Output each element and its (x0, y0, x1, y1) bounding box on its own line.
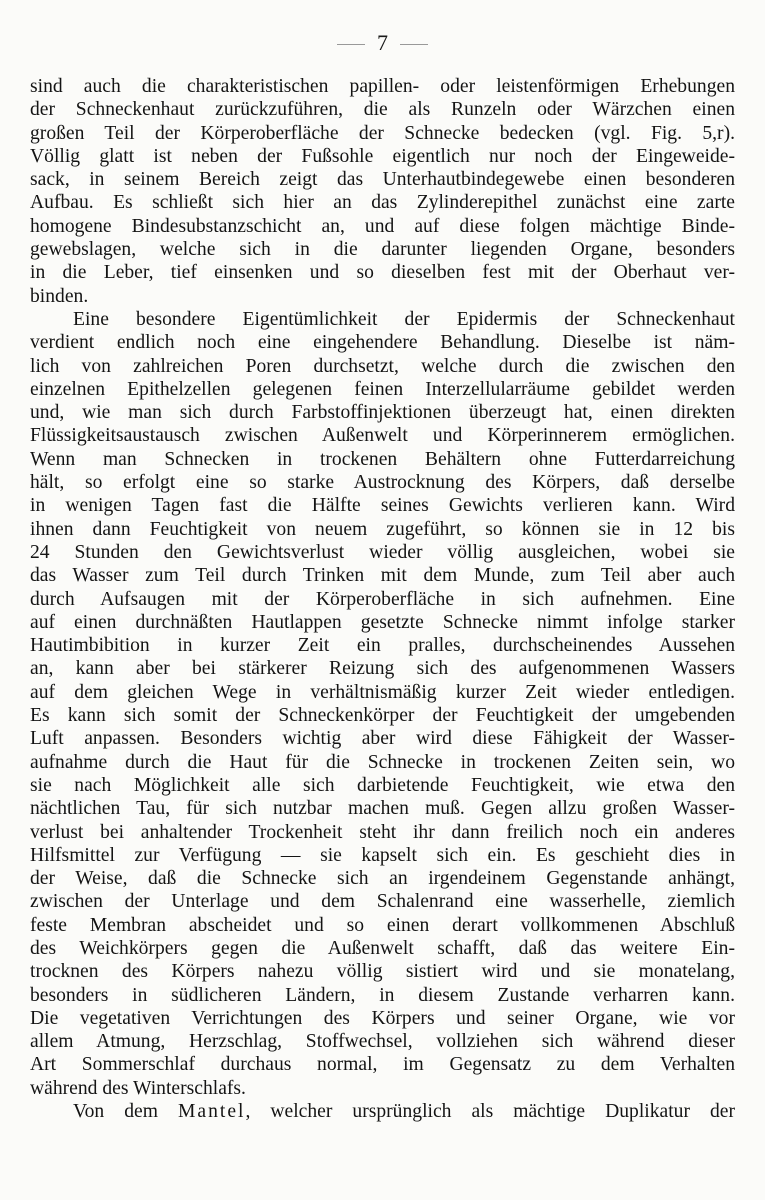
text-line: Luft anpassen. Besonders wichtig aber wird diese Fähigkeit der Wasser- (30, 728, 735, 750)
text-line: das Wasser zum Teil durch Trinken mit dem Munde, zum Teil aber auch (30, 565, 735, 587)
text-line: Aufbau. Es schließt sich hier an das Zylinderepithel zunächst eine zarte (30, 192, 735, 214)
paragraph-3 (30, 1100, 735, 1123)
text-line: Eine besondere Eigentümlichkeit der Epidermis der Schneckenhaut (73, 308, 735, 330)
text-line: ihnen dann Feuchtigkeit von neuem zugeführt, so können sie in 12 bis (30, 518, 735, 540)
text-line: hält, so erfolgt eine so starke Austrocknung des Körpers, daß derselbe (30, 472, 735, 494)
text-line: großen Teil der Körperoberfläche der Schnecke bedecken (vgl. Fig. 5,r). (30, 122, 735, 144)
text-line: Die vegetativen Verrichtungen des Körpers und seiner Organe, wie vor (30, 1007, 735, 1029)
text-line: durch Aufsaugen mit der Körperoberfläche in sich aufnehmen. Eine (30, 588, 735, 610)
paragraph-2 (30, 308, 735, 1100)
text-line: des Weichkörpers gegen die Außenwelt schafft, daß das weitere Ein- (30, 937, 735, 959)
text-fragment: Von dem (73, 1101, 178, 1123)
text-line: der Weise, daß die Schnecke sich an irgendeinem Gegenstande anhängt, (30, 868, 735, 890)
text-line: nächtlichen Tau, für sich nutzbar machen muß. Gegen allzu großen Wasser- (30, 798, 735, 820)
text-line: während des Winterschlafs. (30, 1077, 246, 1099)
body-text (30, 75, 735, 1123)
text-line: 24 Stunden den Gewichtsverlust wieder völlig ausgleichen, wobei sie (30, 541, 735, 563)
text-line: Hautimbibition in kurzer Zeit ein pralles, durchscheinendes Aussehen (30, 635, 735, 657)
text-line: feste Membran abscheidet und so einen derart vollkommenen Abschluß (30, 914, 735, 936)
text-line: Es kann sich somit der Schneckenkörper der Feuchtigkeit der umgebenden (30, 705, 735, 727)
text-line: verdient endlich noch eine eingehendere Behandlung. Dieselbe ist näm- (30, 332, 735, 354)
text-line: der Schneckenhaut zurückzuführen, die als Runzeln oder Wärzchen einen (30, 99, 735, 121)
text-line: homogene Bindesubstanzschicht an, und auf diese folgen mächtige Binde- (30, 215, 735, 237)
text-line: auf dem gleichen Wege in verhältnismäßig kurzer Zeit wieder entledigen. (30, 681, 735, 703)
text-line: verlust bei anhaltender Trockenheit steht ihr dann freilich noch ein anderes (30, 821, 735, 843)
text-line: zwischen der Unterlage und dem Schalenrand eine wasserhelle, ziemlich (30, 891, 735, 913)
text-line: auf einen durchnäßten Hautlappen gesetzte Schnecke nimmt infolge starker (30, 611, 735, 633)
text-line: Art Sommerschlaf durchaus normal, im Gegensatz zu dem Verhalten (30, 1054, 735, 1076)
text-fragment: , welcher ursprünglich als mächtige Duplikatur der (245, 1101, 735, 1123)
text-line: binden. (30, 285, 89, 307)
paragraph-1 (30, 75, 735, 308)
page-number: 7 (377, 30, 388, 55)
emphasized-term: Mantel (177, 1101, 246, 1123)
text-line: trocknen des Körpers nahezu völlig sistiert wird und sie monatelang, (30, 961, 735, 983)
text-line: sind auch die charakteristischen papillen- oder leistenförmigen Erhebungen (30, 76, 735, 97)
header-dash-right (400, 44, 428, 45)
text-line (30, 1100, 735, 1123)
text-line: Wenn man Schnecken in trockenen Behältern ohne Futterdarreichung (30, 448, 735, 470)
text-line: in wenigen Tagen fast die Hälfte seines Gewichts verlieren kann. Wird (30, 495, 735, 517)
text-line: aufnahme durch die Haut für die Schnecke in trockenen Zeiten sein, wo (30, 751, 735, 773)
text-line: in die Leber, tief einsenken und so dieselben fest mit der Oberhaut ver- (30, 262, 735, 284)
text-line: Flüssigkeitsaustausch zwischen Außenwelt und Körperinnerem ermöglichen. (30, 425, 735, 447)
text-line: und, wie man sich durch Farbstoffinjektionen überzeugt hat, einen direkten (30, 402, 735, 424)
text-line: Hilfsmittel zur Verfügung — sie kapselt sich ein. Es geschieht dies in (30, 844, 735, 866)
text-line: sie nach Möglichkeit alle sich darbietende Feuchtigkeit, wie etwa den (30, 774, 735, 796)
text-line: lich von zahlreichen Poren durchsetzt, welche durch die zwischen den (30, 355, 735, 377)
text-line: sack, in seinem Bereich zeigt das Unterhautbindegewebe einen besonderen (30, 169, 735, 191)
text-line: einzelnen Epithelzellen gelegenen feinen Interzellularräume gebildet werden (30, 378, 735, 400)
text-line: besonders in südlicheren Ländern, in diesem Zustande verharren kann. (30, 984, 735, 1006)
text-line: gewebslagen, welche sich in die darunter liegenden Organe, besonders (30, 239, 735, 261)
text-line: allem Atmung, Herzschlag, Stoffwechsel, vollziehen sich während dieser (30, 1031, 735, 1053)
text-line: Völlig glatt ist neben der Fußsohle eigentlich nur noch der Eingeweide- (30, 145, 735, 167)
page-header (0, 30, 765, 56)
text-line: an, kann aber bei stärkerer Reizung sich des aufgenommenen Wassers (30, 658, 735, 680)
header-dash-left (337, 44, 365, 45)
